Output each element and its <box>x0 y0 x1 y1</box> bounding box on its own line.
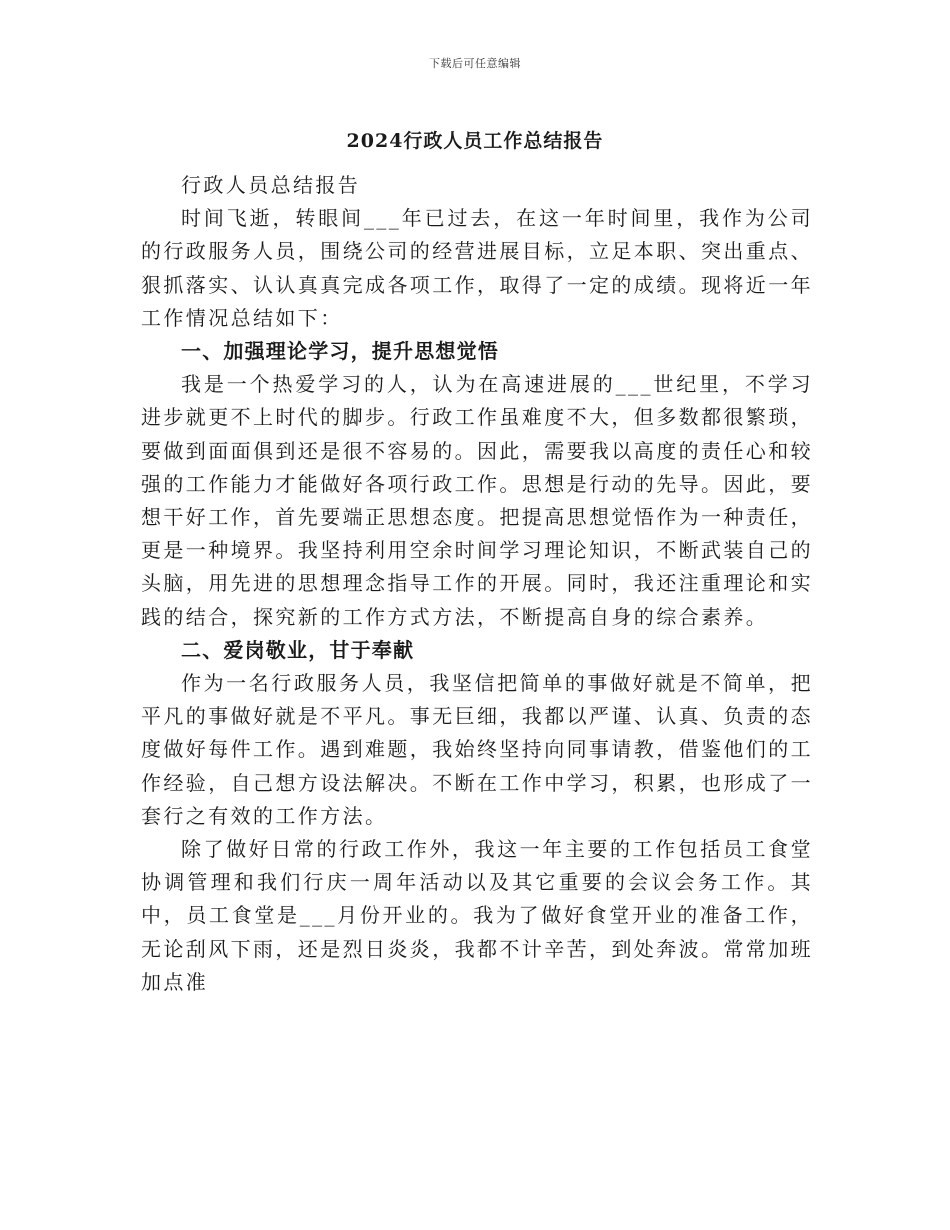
paragraph-subtitle: 行政人员总结报告 <box>181 173 361 197</box>
document-title: 2024行政人员工作总结报告 <box>346 130 604 152</box>
document-body <box>141 169 813 999</box>
paragraph-section-1: 我是一个热爱学习的人，认为在高速进展的___世纪里，不学习进步就更不上时代的脚步。行政工作虽难度不大，但多数都很繁琐，要做到面面俱到还是很不容易的。因此，需要我以高度的责任心和较强的工作能力才能做好各项行政工作。思想是行动的先导。因此，要想干好工作，首先要端正思想态度。把提高思想觉悟作为一种责任，更是一种境界。我坚持利用空余时间学习理论知识，不断武装自己的头脑，用先进的思想理念指导工作的开展。同时，我还注重理论和实践的结合，探究新的工作方式方法，不断提高自身的综合素养。 <box>141 372 813 629</box>
paragraph-section-2-continued: 除了做好日常的行政工作外，我这一年主要的工作包括员工食堂协调管理和我们行庆一周年活动以及其它重要的会议会务工作。其中，员工食堂是___月份开业的。我为了做好食堂开业的准备工作，无论刮风下雨，还是烈日炎炎，我都不计辛苦，到处奔波。常常加班加点准 <box>141 837 813 994</box>
header-note: 下载后可任意编辑 <box>429 57 521 70</box>
paragraph-section-2: 作为一名行政服务人员，我坚信把简单的事做好就是不简单，把平凡的事做好就是不平凡。事无巨细，我都以严谨、认真、负责的态度做好每件工作。遇到难题，我始终坚持向同事请教，借鉴他们的工作经验，自己想方设法解决。不断在工作中学习，积累，也形成了一套行之有效的工作方法。 <box>141 671 813 828</box>
paragraph-intro: 时间飞逝，转眼间___年已过去，在这一年时间里，我作为公司的行政服务人员，围绕公司的经营进展目标，立足本职、突出重点、狠抓落实、认认真真完成各项工作，取得了一定的成绩。现将近一年工作情况总结如下： <box>141 206 813 330</box>
section-heading-2: 二、爱岗敬业，甘于奉献 <box>181 637 415 662</box>
section-heading-1: 一、加强理论学习，提升思想觉悟 <box>181 339 499 364</box>
